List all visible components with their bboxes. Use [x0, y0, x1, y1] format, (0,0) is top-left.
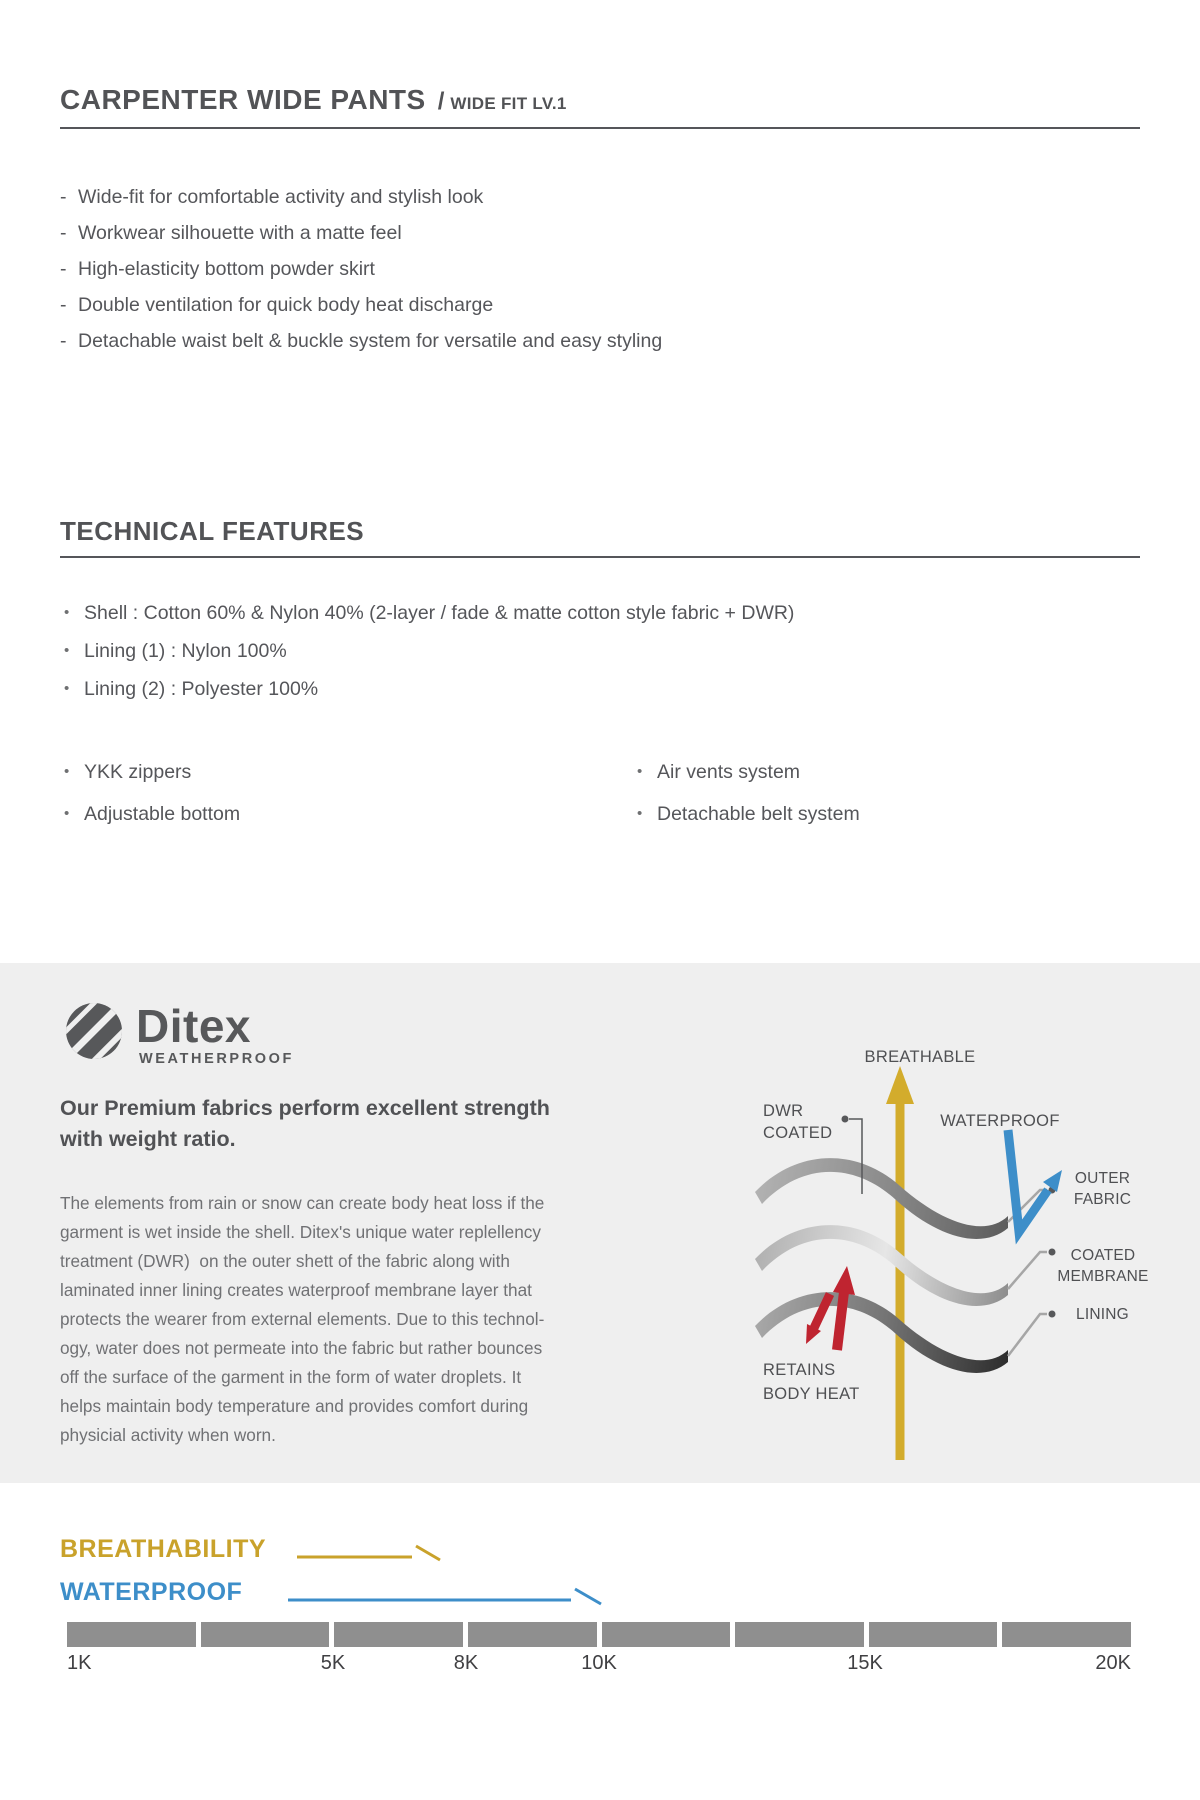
- dash-marker: -: [60, 294, 67, 316]
- material-text: Shell : Cotton 60% & Nylon 40% (2-layer / fade & matte cotton style fabric + DWR): [84, 602, 795, 624]
- materials-list: [64, 594, 794, 708]
- material-text: Lining (1) : Nylon 100%: [84, 640, 287, 662]
- brand-name: Ditex: [136, 1000, 251, 1052]
- scale-bar-segment: [67, 1622, 196, 1647]
- dwr-leader-line: [849, 1119, 862, 1194]
- scale-bar-segment: [1002, 1622, 1131, 1647]
- scale-tick-label: 15K: [847, 1652, 883, 1674]
- ditex-logo-icon: [64, 1001, 124, 1061]
- extra-item: [637, 751, 860, 793]
- extra-item: [637, 793, 860, 835]
- feature-text: Wide-fit for comfortable activity and stylish look: [78, 186, 484, 208]
- feature-item: [60, 251, 662, 287]
- extra-item: [64, 751, 240, 793]
- bullet-marker: •: [64, 805, 70, 822]
- membrane-label-line1: COATED: [1070, 1247, 1136, 1264]
- body-line: protects the wearer from external elements. Due to this technol-: [60, 1309, 545, 1329]
- scale-tick-label: 1K: [67, 1652, 92, 1674]
- bullet-marker: •: [637, 763, 643, 780]
- body-line: ogy, water does not permeate into the fabric but rather bounces: [60, 1338, 543, 1358]
- retains-body-heat-label: [763, 1358, 860, 1406]
- body-line: garment is wet inside the shell. Ditex's unique water replellency: [60, 1222, 541, 1242]
- scale-tick-label: 20K: [1095, 1652, 1131, 1674]
- body-line: physicial activity when worn.: [60, 1425, 276, 1445]
- scale-bar-segment: [735, 1622, 864, 1647]
- body-line: laminated inner lining creates waterproof membrane layer that: [60, 1280, 532, 1300]
- dwr-label-line1: DWR: [763, 1102, 804, 1120]
- scale-bar-segment: [602, 1622, 731, 1647]
- dwr-leader-dot: [842, 1116, 849, 1123]
- material-item: [64, 670, 794, 708]
- title-divider: /: [437, 88, 445, 115]
- lining-label: LINING: [1076, 1306, 1129, 1323]
- outer-label-line2: FABRIC: [1073, 1191, 1132, 1208]
- waterproof-rating-label: WATERPROOF: [60, 1578, 243, 1606]
- panel-headline: Our Premium fabrics perform excellent strength with weight ratio.: [60, 1096, 550, 1151]
- outer-fabric-label: [1040, 1168, 1165, 1210]
- dash-marker: -: [60, 258, 67, 280]
- outer-fabric-layer: [755, 1158, 1008, 1239]
- bullet-marker: •: [64, 642, 70, 659]
- retains-heat-arrows: [806, 1266, 855, 1350]
- breathable-label: BREATHABLE: [864, 1048, 976, 1066]
- extra-text: Detachable belt system: [657, 803, 860, 825]
- bullet-marker: •: [64, 680, 70, 697]
- breathability-line: [297, 1543, 447, 1567]
- technical-features-heading: TECHNICAL FEATURES: [60, 516, 365, 546]
- waterproof-label: WATERPROOF: [940, 1112, 1060, 1130]
- extras-column-right: [637, 751, 860, 835]
- dwr-label-line2: COATED: [763, 1124, 833, 1142]
- scale-bar-segment: [468, 1622, 597, 1647]
- bullet-marker: •: [64, 604, 70, 621]
- dash-marker: -: [60, 222, 67, 244]
- body-line: The elements from rain or snow can create body heat loss if the: [60, 1193, 545, 1213]
- feature-item: [60, 323, 662, 359]
- title-rule: [60, 127, 1140, 129]
- extra-text: YKK zippers: [84, 761, 192, 783]
- breathability-label: BREATHABILITY: [60, 1535, 267, 1563]
- feature-item: [60, 179, 662, 215]
- retains-label-line1: RETAINS: [763, 1361, 836, 1379]
- scale-tick-label: 10K: [581, 1652, 617, 1674]
- body-line: off the surface of the garment in the form of water droplets. It: [60, 1367, 522, 1387]
- fabric-layers-diagram: [640, 1010, 1200, 1465]
- material-item: [64, 632, 794, 670]
- extra-item: [64, 793, 240, 835]
- retains-label-line2: BODY HEAT: [763, 1385, 860, 1403]
- panel-body-text: [60, 1189, 544, 1450]
- dash-marker: -: [60, 330, 67, 352]
- feature-item: [60, 215, 662, 251]
- extras-column-left: [64, 751, 240, 835]
- feature-item: [60, 287, 662, 323]
- outer-label-line1: OUTER: [1074, 1170, 1131, 1187]
- scale-bar-segment: [334, 1622, 463, 1647]
- scale-tick-label: 8K: [453, 1652, 479, 1674]
- feature-text: Detachable waist belt & buckle system for versatile and easy styling: [78, 330, 663, 352]
- page-title: CARPENTER WIDE PANTS: [60, 84, 426, 115]
- material-item: [64, 594, 794, 632]
- extra-text: Adjustable bottom: [84, 803, 241, 825]
- scale-tick-label: 5K: [320, 1652, 346, 1674]
- membrane-label-line2: MEMBRANE: [1057, 1268, 1149, 1285]
- waterproof-line: [288, 1586, 613, 1610]
- technical-rule: [60, 556, 1140, 558]
- bullet-marker: •: [64, 763, 70, 780]
- body-line: treatment (DWR) on the outer shett of the fabric along with: [60, 1251, 510, 1271]
- page-subtitle: WIDE FIT LV.1: [450, 94, 567, 113]
- scale-bar-segment: [869, 1622, 998, 1647]
- feature-list: [60, 179, 662, 359]
- rating-scale-labels: [67, 1652, 1131, 1680]
- body-line: helps maintain body temperature and provides comfort during: [60, 1396, 529, 1416]
- rating-scale-bar: [67, 1622, 1131, 1647]
- bullet-marker: •: [637, 805, 643, 822]
- material-text: Lining (2) : Polyester 100%: [84, 678, 319, 700]
- scale-bar-segment: [201, 1622, 330, 1647]
- brand-tagline: WEATHERPROOF: [139, 1051, 294, 1067]
- dash-marker: -: [60, 186, 67, 208]
- feature-text: High-elasticity bottom powder skirt: [78, 258, 375, 280]
- feature-text: Workwear silhouette with a matte feel: [78, 222, 402, 244]
- extra-text: Air vents system: [657, 761, 801, 783]
- ditex-panel: [0, 963, 1200, 1483]
- coated-membrane-label: [1028, 1245, 1178, 1287]
- dwr-coated-label: [763, 1100, 832, 1144]
- page-header: [60, 84, 567, 116]
- feature-text: Double ventilation for quick body heat discharge: [78, 294, 494, 316]
